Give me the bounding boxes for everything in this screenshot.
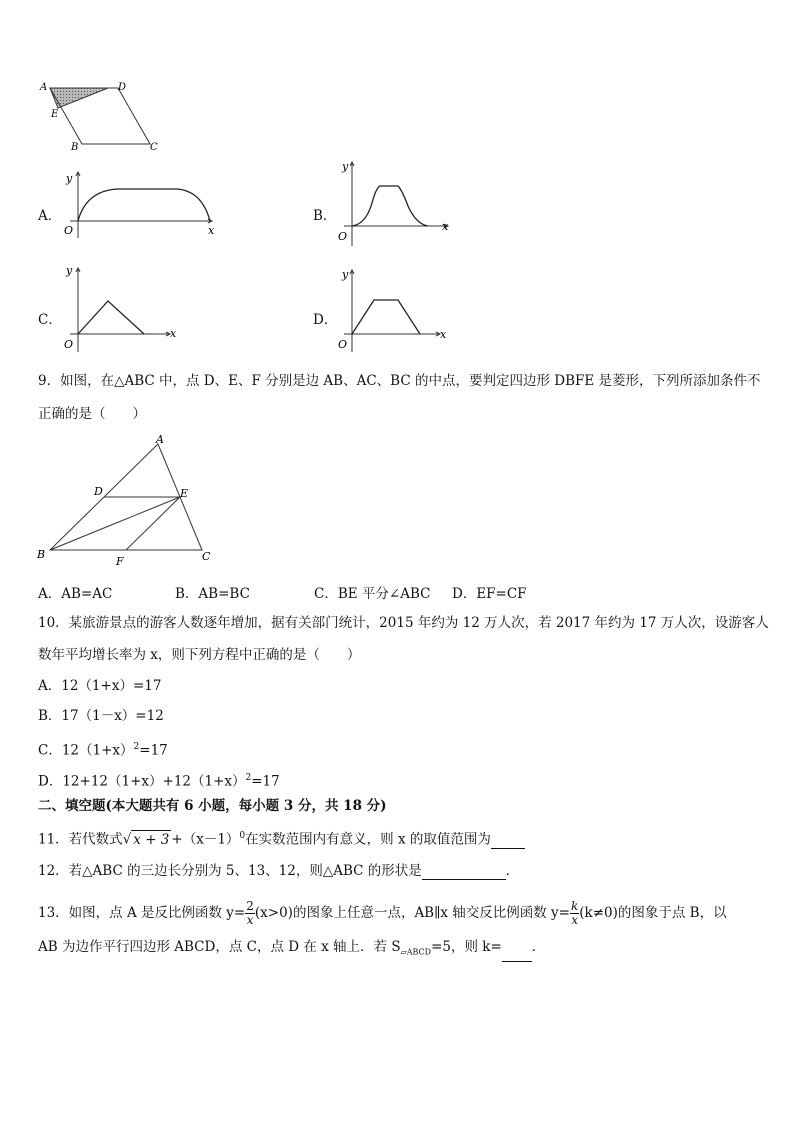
- q13-frac1-num: 2: [246, 899, 254, 913]
- graph-c: [62, 264, 182, 354]
- label-A: A: [40, 82, 48, 93]
- q12-answer-blank[interactable]: [422, 865, 506, 880]
- segment-ef: [126, 497, 180, 550]
- graph-c-origin: O: [64, 338, 74, 351]
- q13-line2-end: ．: [531, 939, 546, 955]
- sqrt-symbol: √: [122, 831, 132, 848]
- q13-part1: 13．如图，点 A 是反比例函数 y=: [38, 905, 246, 921]
- q13-line2: [38, 938, 545, 962]
- label-D: D: [118, 82, 127, 93]
- q13-fraction-2: [570, 900, 579, 927]
- graph-a: [62, 166, 222, 246]
- q11-answer-blank[interactable]: [491, 834, 525, 849]
- q10-line2: 数年平均增长率为 x，则下列方程中正确的是（ ）: [38, 647, 361, 663]
- label-E: E: [51, 109, 59, 120]
- q12-end: ．: [505, 863, 520, 879]
- q11-sup: 0: [239, 831, 246, 841]
- q9-option-d: D．EF=CF: [452, 586, 527, 602]
- graph-c-x: x: [170, 327, 177, 340]
- q11-middle: +（x－1）: [171, 831, 240, 848]
- q10-option-b: B．17（1－x）=12: [38, 708, 164, 724]
- q13-fraction-1: [245, 900, 255, 927]
- q13-line2b: =5，则 k=: [431, 939, 502, 955]
- q10-option-d-tail: =17: [251, 773, 280, 790]
- q12-text: 12．若△ABC 的三边长分别为 5、13、12，则△ABC 的形状是: [38, 863, 422, 879]
- graph-b-x: x: [442, 220, 449, 233]
- graph-b: [336, 158, 456, 248]
- graph-a-y: y: [66, 172, 73, 185]
- q10-option-d-sup: 2: [245, 773, 252, 783]
- graph-c-y: y: [66, 264, 73, 277]
- section2-heading: 二、填空题(本大题共有 6 小题，每小题 3 分，共 18 分): [38, 798, 387, 814]
- q13-frac1-den: x: [246, 913, 254, 927]
- q13-line1: [38, 900, 727, 927]
- graph-a-x: x: [208, 224, 215, 237]
- q13-part2: (x>0)的图象上任意一点，AB∥x 轴交反比例函数 y=: [254, 905, 570, 921]
- q9-option-a: A．AB=AC: [38, 586, 113, 602]
- tri-label-D: D: [94, 485, 103, 498]
- q11-radicand: x + 3: [133, 831, 170, 848]
- q10-option-d-text: D．12+12（1+x）+12（1+x）: [38, 773, 246, 790]
- q9-line2: 正确的是（ ）: [38, 406, 146, 422]
- graph-d-y: y: [342, 268, 349, 281]
- graph-b-origin: O: [338, 230, 348, 243]
- graph-d-x: x: [440, 328, 447, 341]
- q10-option-a: A．12（1+x）=17: [38, 678, 162, 694]
- tri-label-B: B: [37, 548, 46, 561]
- q13-frac2-den: x: [571, 913, 579, 927]
- segment-be: [50, 497, 180, 550]
- graph-option-a-label: A．: [38, 208, 62, 224]
- graph-option-d-label: D．: [313, 312, 338, 328]
- graph-option-b-label: B．: [313, 208, 337, 224]
- q10-option-d: [38, 769, 280, 791]
- q13-frac2-num: k: [570, 899, 579, 913]
- graph-d: [336, 266, 456, 354]
- parallelogram-figure: [38, 78, 178, 156]
- graph-option-c-label: C．: [38, 312, 62, 328]
- tri-label-F: F: [116, 555, 124, 568]
- tri-label-A: A: [156, 433, 164, 446]
- graph-b-y: y: [342, 160, 349, 173]
- q10-option-c-text: C．12（1+x）: [38, 742, 134, 759]
- tri-label-C: C: [202, 550, 211, 563]
- q13-answer-blank[interactable]: [502, 947, 532, 962]
- q9-option-b: B．AB=BC: [175, 586, 250, 602]
- q12-line: [38, 862, 519, 880]
- graph-a-origin: O: [64, 224, 74, 237]
- shaded-triangle: [50, 88, 108, 108]
- q10-option-c: [38, 738, 168, 760]
- q13-line2a: AB 为边作平行四边形 ABCD，点 C，点 D 在 x 轴上．若 S: [38, 939, 401, 955]
- graph-d-origin: O: [338, 338, 348, 351]
- q10-option-c-tail: =17: [139, 742, 168, 759]
- q13-line2-sub: ▱ABCD: [400, 947, 432, 957]
- q10-option-c-sup: 2: [133, 742, 140, 752]
- label-B: B: [71, 142, 79, 153]
- q11-prefix: 11．若代数式: [38, 831, 123, 848]
- q9-line1: 9．如图，在△ABC 中，点 D、E、F 分别是边 AB、AC、BC 的中点，要判定四边形 DBFE 是菱形，下列所添加条件不: [38, 373, 761, 389]
- q11-suffix: 在实数范围内有意义，则 x 的取值范围为: [245, 831, 491, 848]
- q13-part3: (k≠0)的图象于点 B，以: [579, 905, 727, 921]
- q10-line1: 10．某旅游景点的游客人数逐年增加，据有关部门统计，2015 年约为 12 万人次，若 2017 年约为 17 万人次，设游客人: [38, 615, 769, 631]
- q11-line: [38, 827, 525, 849]
- q9-option-c: C．BE 平分∠ABC: [314, 586, 431, 602]
- triangle-figure: [34, 432, 220, 570]
- label-C: C: [150, 142, 158, 153]
- tri-label-E: E: [180, 487, 189, 500]
